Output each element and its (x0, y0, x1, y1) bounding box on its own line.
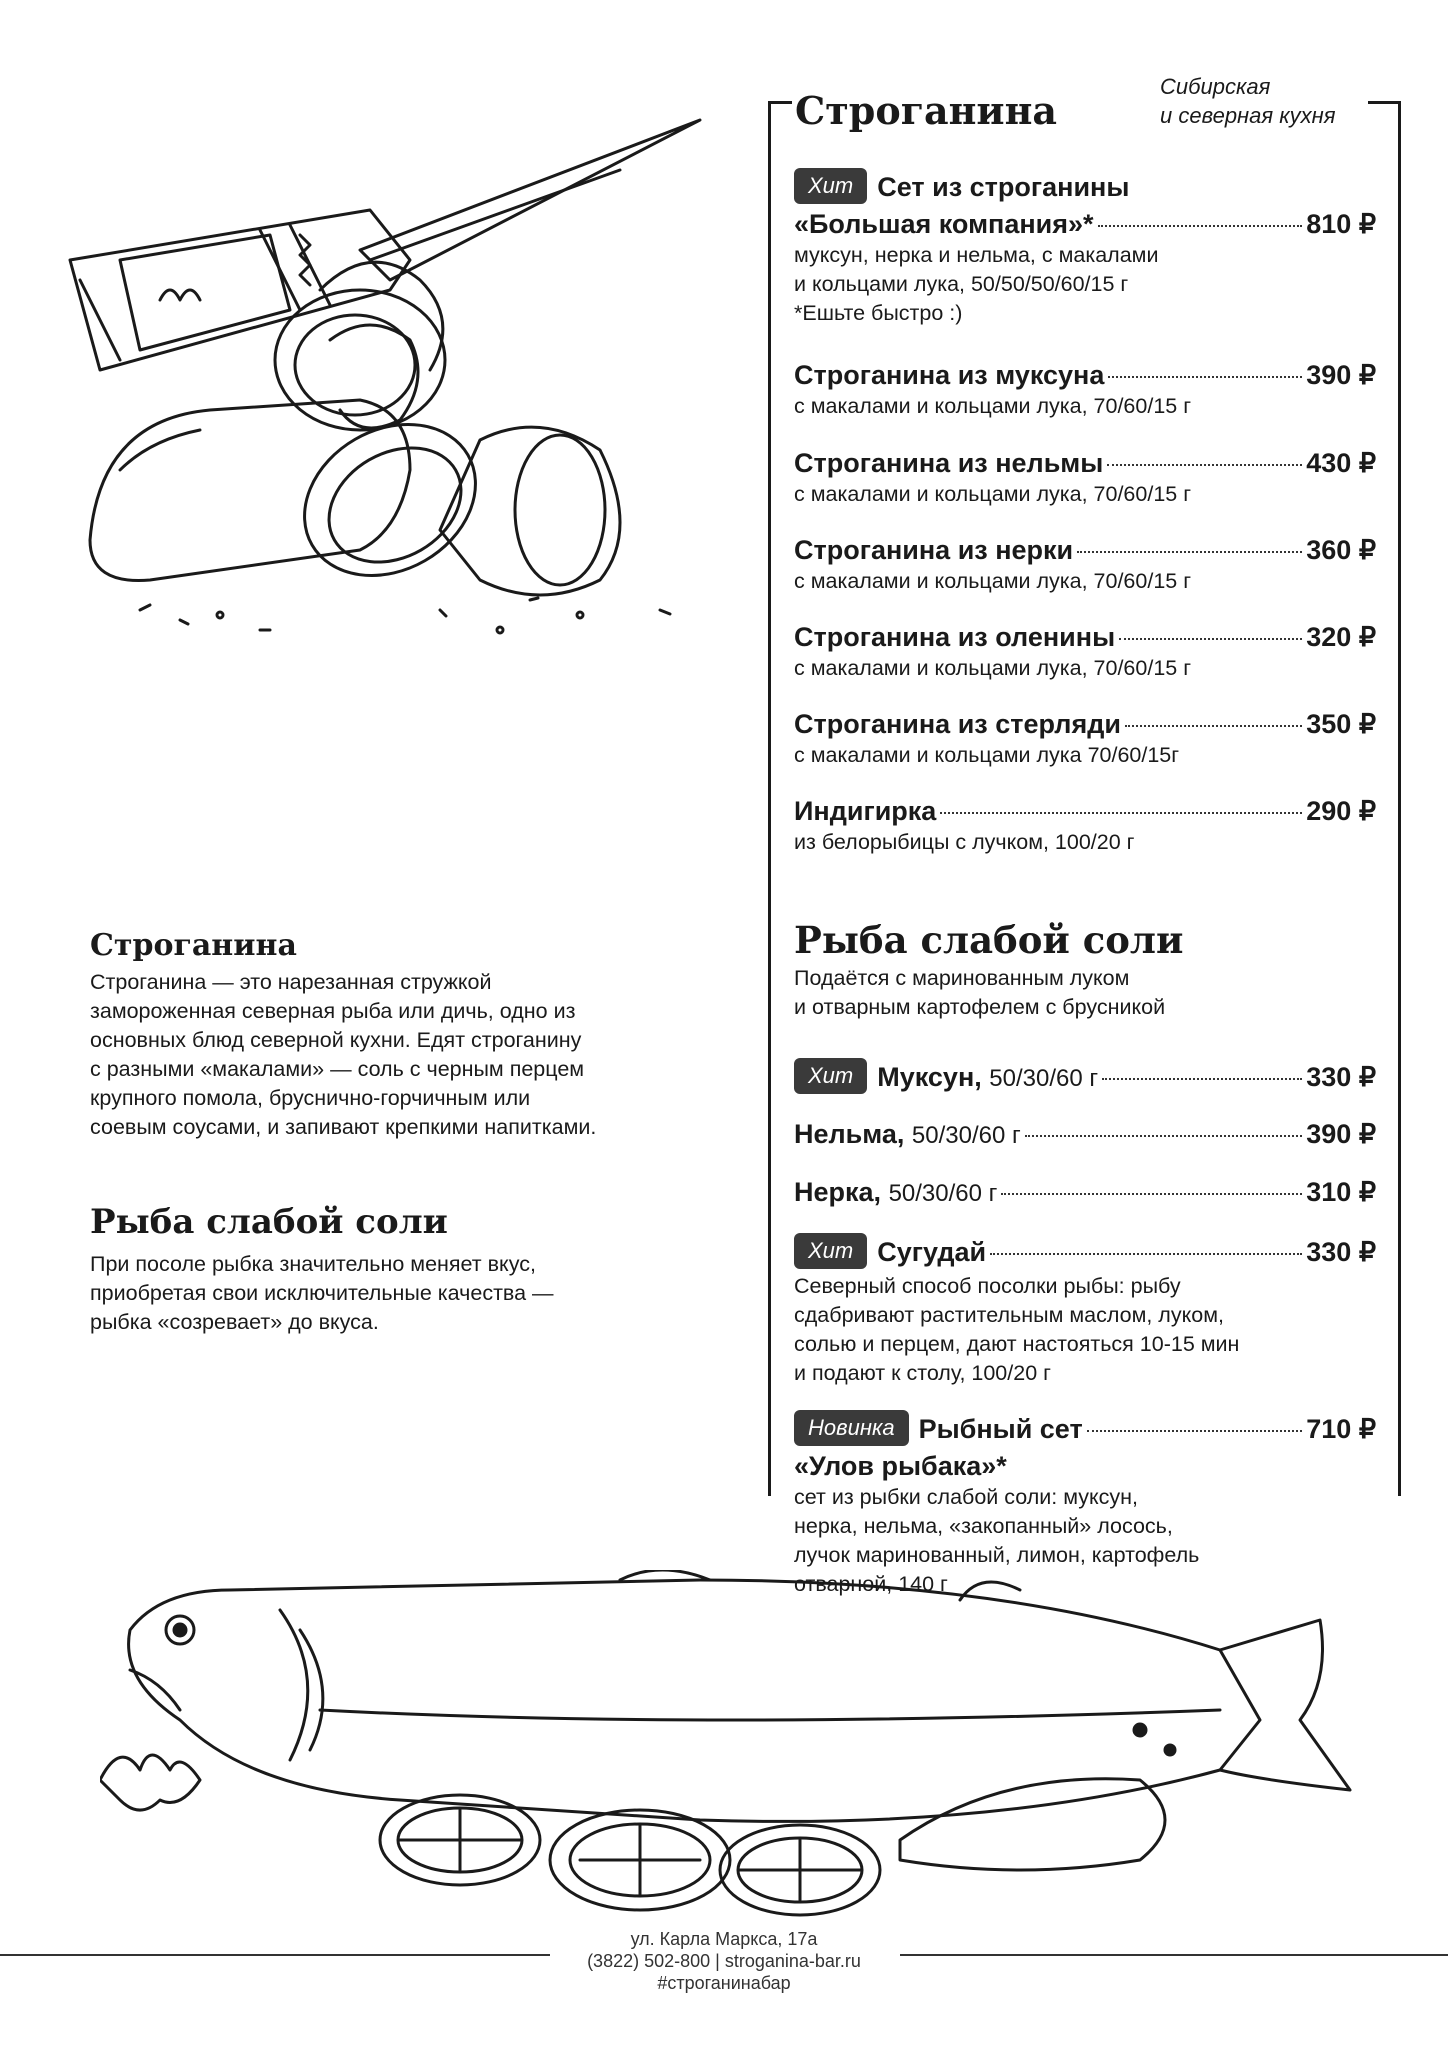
menu-item (794, 446, 1376, 509)
hit-badge: Хит (794, 1233, 867, 1269)
footer (0, 1928, 1448, 1994)
item-desc: сет из рыбки слабой соли: муксун, (794, 1485, 1139, 1509)
info-heading-stroganina: Строганина (90, 928, 297, 963)
item-price: 360 ₽ (1306, 535, 1376, 565)
info-paragraph-fish: При посоле рыбка значительно меняет вкус, приобретая свои исключительные качества — рыбка «созревает» до вкуса. (90, 1252, 554, 1334)
item-desc: с макалами и кольцами лука 70/60/15г (794, 743, 1180, 767)
item-name: Строганина из оленины (794, 622, 1116, 652)
info-paragraph-stroganina: Строганина — это нарезанная стружкой замороженная северная рыба или дичь, одно из основных блюд северной кухни. Едят строганину с разными «макалами» — соль с черным перцем крупного помола, бруснично-горчичным или соевым соусами, и запивают крепкими напитками. (90, 970, 597, 1139)
menu-item (794, 533, 1376, 596)
fish-illustration (100, 1570, 1400, 1930)
section-title: Рыба слабой соли (794, 918, 1184, 962)
knife-and-rolls-illustration (60, 110, 740, 670)
item-price: 290 ₽ (1306, 796, 1376, 826)
frame-top-right (1368, 101, 1401, 104)
item-price: 330 ₽ (1306, 1237, 1376, 1267)
item-desc: из белорыбицы с лучком, 100/20 г (794, 830, 1135, 854)
item-price: 710 ₽ (1306, 1414, 1376, 1444)
section-subtitle: Подаётся с маринованным луком и отварным картофелем с брусникой (794, 966, 1166, 1019)
item-name-line2: «Улов рыбака»* (794, 1451, 1007, 1481)
item-desc: и подают к столу, 100/20 г (794, 1361, 1051, 1385)
item-price: 390 ₽ (1306, 1119, 1376, 1149)
item-desc: муксун, нерка и нельма, с макалами (794, 243, 1159, 267)
hit-badge: Хит (794, 1058, 867, 1094)
menu-item (794, 358, 1376, 421)
hit-badge: Хит (794, 168, 867, 204)
item-desc: с макалами и кольцами лука, 70/60/15 г (794, 656, 1192, 680)
item-desc: лучок маринованный, лимон, картофель (794, 1543, 1200, 1567)
item-price: 330 ₽ (1306, 1062, 1376, 1092)
item-weight: 50/30/60 г (911, 1122, 1021, 1149)
menu-item (794, 1117, 1376, 1153)
footer-contacts: (3822) 502-800 | stroganina-bar.ru (587, 1951, 861, 1971)
item-weight: 50/30/60 г (989, 1065, 1099, 1092)
info-heading-fish: Рыба слабой соли (90, 1202, 448, 1242)
item-name: Сет из строганины (877, 172, 1130, 202)
item-name: Строганина из стерляди (794, 709, 1121, 739)
item-price: 310 ₽ (1306, 1177, 1376, 1207)
menu-item (794, 1060, 1376, 1097)
item-name: Нерка, (794, 1177, 882, 1207)
item-desc: нерка, нельма, «закопанный» лосось, (794, 1514, 1173, 1538)
item-name: Индигирка (794, 796, 937, 826)
menu-item (794, 170, 1376, 328)
footer-hashtag: #строганинабар (657, 1973, 791, 1993)
frame-right (1398, 101, 1401, 1496)
item-price: 350 ₽ (1306, 709, 1376, 739)
menu-item (794, 707, 1376, 770)
item-price: 320 ₽ (1306, 622, 1376, 652)
item-desc: с макалами и кольцами лука, 70/60/15 г (794, 394, 1192, 418)
item-price: 810 ₽ (1306, 209, 1376, 239)
item-name-line2: «Большая компания»* (794, 209, 1094, 239)
menu-item (794, 1175, 1376, 1211)
item-name: Рыбный сет (918, 1414, 1083, 1444)
menu-item (794, 1235, 1376, 1388)
frame-top-left (768, 101, 792, 104)
footer-address: ул. Карла Маркса, 17а (630, 1929, 818, 1949)
page-title: Строганина (795, 88, 1058, 133)
item-price: 430 ₽ (1306, 448, 1376, 478)
item-desc: солью и перцем, дают настояться 10-15 мин (794, 1332, 1240, 1356)
item-weight: 50/30/60 г (888, 1180, 998, 1207)
item-name: Муксун, (877, 1062, 982, 1092)
item-desc: отварной, 140 г (794, 1572, 948, 1596)
item-name: Строганина из муксуна (794, 360, 1105, 390)
item-desc: с макалами и кольцами лука, 70/60/15 г (794, 482, 1192, 506)
item-desc: с макалами и кольцами лука, 70/60/15 г (794, 569, 1192, 593)
cuisine-subtitle: Сибирская и северная кухня (1160, 74, 1336, 128)
item-desc: сдабривают растительным маслом, луком, (794, 1303, 1224, 1327)
menu-item (794, 1412, 1376, 1599)
item-desc: Северный способ посолки рыбы: рыбу (794, 1274, 1181, 1298)
item-price: 390 ₽ (1306, 360, 1376, 390)
frame-left (768, 101, 771, 1496)
menu-item (794, 620, 1376, 683)
item-desc: *Ешьте быстро :) (794, 301, 963, 325)
item-name: Строганина из нерки (794, 535, 1074, 565)
item-name: Сугудай (877, 1237, 987, 1267)
menu-item (794, 794, 1376, 857)
item-name: Нельма, (794, 1119, 905, 1149)
new-badge: Новинка (794, 1410, 909, 1446)
item-desc: и кольцами лука, 50/50/50/60/15 г (794, 272, 1129, 296)
item-name: Строганина из нельмы (794, 448, 1104, 478)
